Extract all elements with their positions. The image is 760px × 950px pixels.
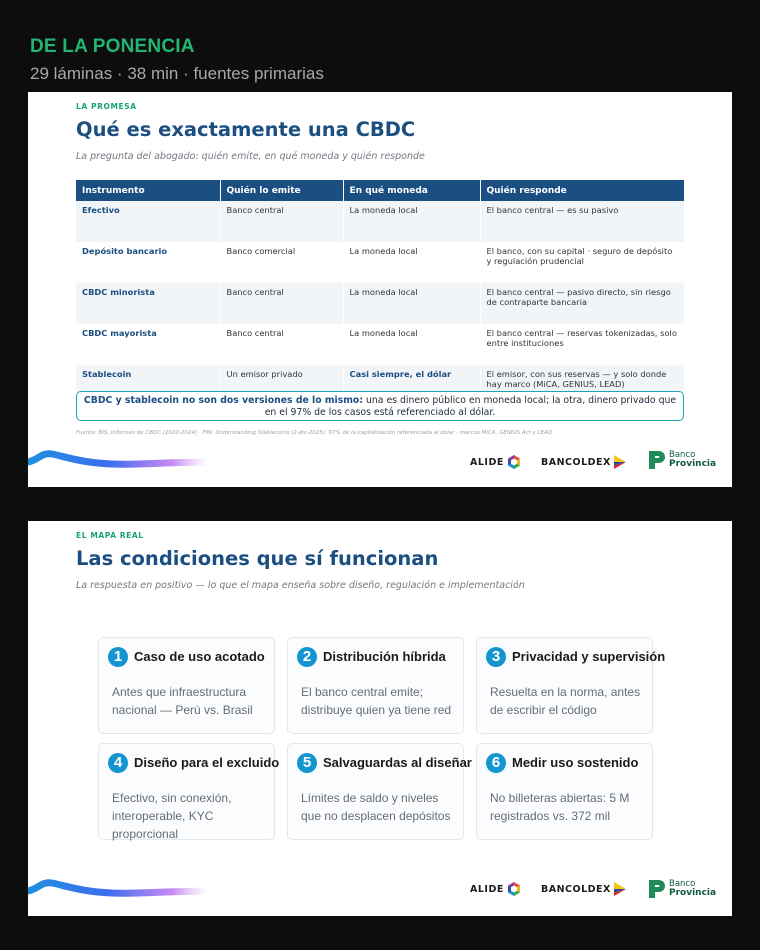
condition-card [476, 743, 653, 840]
callout-bold-text: CBDC y stablecoin no son dos versiones de lo mismo: [83, 395, 364, 406]
table-cell: Banco central [220, 201, 343, 242]
condition-card [287, 743, 472, 840]
bancoldex-logo-text: BANCOLDEX [541, 456, 611, 468]
card-number-badge: 5 [297, 753, 317, 773]
banco-provincia-logo [648, 879, 716, 899]
table-cell: Banco central [220, 324, 343, 365]
page-title: DE LA PONENCIA [30, 36, 195, 57]
table-row [76, 242, 684, 283]
provincia-line2: Provincia [669, 888, 717, 898]
slide-subtitle: La respuesta en positivo — lo que el mapa enseña sobre diseño, regulación e implementación [76, 580, 525, 591]
column-header: Instrumento [76, 180, 220, 201]
banco-provincia-logo [648, 450, 716, 470]
table-cell: La moneda local [343, 283, 480, 324]
table-cell: La moneda local [343, 201, 480, 242]
alide-logo [470, 455, 521, 469]
card-body: No billeteras abiertas: 5 M registrados vs. 372 mil [490, 791, 630, 823]
slide-thumbnail-1[interactable] [28, 92, 732, 487]
table-cell: El banco, con su capital · seguro de depósito y regulación prudencial [480, 242, 684, 283]
card-number-badge: 2 [297, 647, 317, 667]
card-body: Antes que infraestructura nacional — Perú vs. Brasil [112, 685, 253, 717]
table-cell: La moneda local [343, 242, 480, 283]
callout-text: una es dinero público en moneda local; la otra, dinero privado que en el 97% de los casos está referenciado al dólar. [264, 395, 677, 418]
table-row [76, 283, 684, 324]
table-cell: El banco central — reservas tokenizadas, solo entre instituciones [480, 324, 684, 365]
bancoldex-logo [541, 455, 626, 469]
card-title: Distribución híbrida [323, 649, 446, 664]
table-row [76, 201, 684, 242]
bancoldex-logo [541, 882, 626, 896]
table-cell: Stablecoin [76, 365, 220, 406]
provincia-line1: Banco [669, 879, 696, 889]
slide-title: Las condiciones que sí funcionan [76, 547, 439, 570]
decorative-wave-icon [28, 869, 218, 909]
alide-hexagon-icon [507, 882, 521, 896]
source-note: Fuente: BIS, informes de CBDC (2020-2024) · FMI, Understanding Stablecoins (2-dic-2025): 97% de la capitalización referenciada al dólar · marcos MiCA, GENIUS Act y LEAD [76, 430, 553, 436]
table-cell: CBDC minorista [76, 283, 220, 324]
card-title: Diseño para el excluido [134, 755, 280, 770]
card-number-badge: 1 [108, 647, 128, 667]
card-number-badge: 3 [486, 647, 506, 667]
slide-kicker: EL MAPA REAL [76, 531, 144, 540]
condition-card [98, 637, 275, 734]
slide-kicker: LA PROMESA [76, 102, 137, 111]
slide-title: Qué es exactamente una CBDC [76, 118, 416, 141]
condition-card [476, 637, 666, 734]
condition-card [98, 743, 280, 841]
slide-thumbnail-2[interactable] [28, 521, 732, 916]
alide-logo-text: ALIDE [470, 883, 504, 895]
card-title: Caso de uso acotado [134, 649, 265, 664]
bancoldex-flag-icon [614, 455, 626, 469]
column-header: En qué moneda [343, 180, 480, 201]
table-cell: Casi siempre, el dólar [343, 365, 480, 406]
table-cell: El banco central — es su pasivo [480, 201, 684, 242]
column-header: Quién lo emite [220, 180, 343, 201]
condition-card [287, 637, 464, 734]
table-cell: Depósito bancario [76, 242, 220, 283]
card-number-badge: 4 [108, 753, 128, 773]
decorative-wave-icon [28, 440, 218, 480]
card-body: Límites de saldo y niveles que no desplacen depósitos [301, 791, 451, 823]
slide-subtitle: La pregunta del abogado: quién emite, en qué moneda y quién responde [76, 151, 425, 162]
table-cell: CBDC mayorista [76, 324, 220, 365]
provincia-logo-text [669, 451, 716, 469]
page-subtitle: 29 láminas · 38 min · fuentes primarias [30, 64, 324, 83]
card-body: El banco central emite; distribuye quien ya tiene red [301, 685, 452, 717]
card-title: Medir uso sostenido [512, 755, 639, 770]
provincia-line1: Banco [669, 450, 696, 460]
card-title: Salvaguardas al diseñar [323, 755, 472, 770]
table-cell: Banco comercial [220, 242, 343, 283]
table-row [76, 324, 684, 365]
card-title: Privacidad y supervisión [512, 649, 666, 664]
column-header: Quién responde [480, 180, 684, 201]
bancoldex-flag-icon [614, 882, 626, 896]
table-cell: Un emisor privado [220, 365, 343, 406]
callout-box [76, 391, 684, 421]
card-body: Efectivo, sin conexión, interoperable, KYC proporcional [112, 791, 232, 841]
alide-logo [470, 882, 521, 896]
provincia-line2: Provincia [669, 459, 717, 469]
table-cell: Banco central [220, 283, 343, 324]
card-number-badge: 6 [486, 753, 506, 773]
provincia-logo-text [669, 880, 716, 898]
table-cell: La moneda local [343, 324, 480, 365]
provincia-p-icon [648, 879, 666, 899]
card-body: Resuelta en la norma, antes de escribir el código [490, 685, 641, 717]
table-cell: El banco central — pasivo directo, sin riesgo de contraparte bancaria [480, 283, 684, 324]
table-cell: El emisor, con sus reservas — y solo donde hay marco (MiCA, GENIUS, LEAD) [480, 365, 684, 406]
provincia-p-icon [648, 450, 666, 470]
bancoldex-logo-text: BANCOLDEX [541, 883, 611, 895]
table-cell: Efectivo [76, 201, 220, 242]
alide-logo-text: ALIDE [470, 456, 504, 468]
alide-hexagon-icon [507, 455, 521, 469]
cbdc-comparison-table [76, 180, 685, 406]
